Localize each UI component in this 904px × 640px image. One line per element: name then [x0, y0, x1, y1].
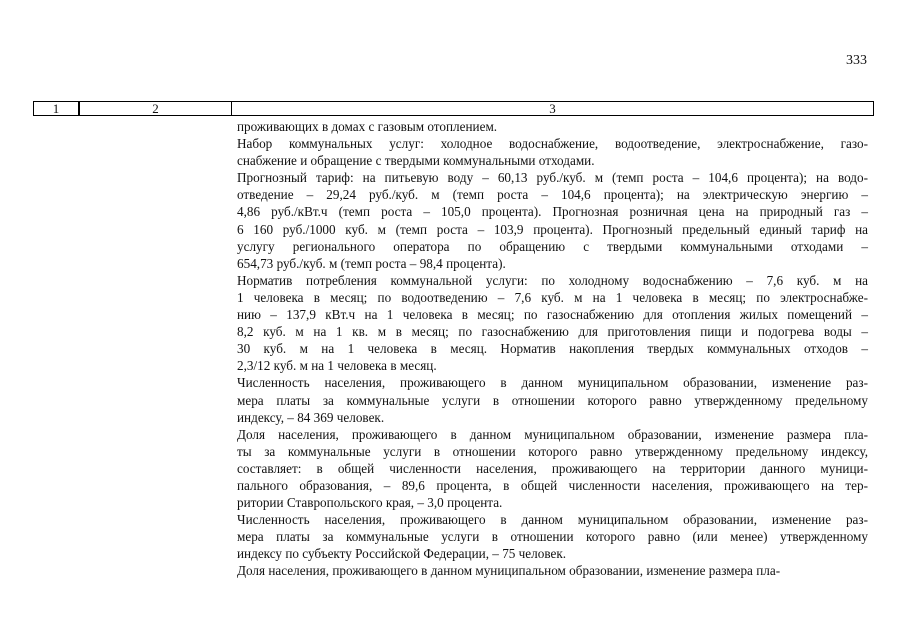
text-line: 654,73 руб./куб. м (темп роста – 98,4 процента). — [237, 255, 506, 271]
text-line: индексу по субъекту Российской Федерации, – 75 человек. — [237, 546, 567, 562]
text-line: Численность населения, проживающего в данном муниципальном образовании, изменение раз- — [237, 375, 868, 391]
document-body — [237, 118, 868, 580]
page-number: 333 — [846, 53, 867, 68]
text-line: отведение – 29,24 руб./куб. м (темп роста – 104,6 процента); на электрическую энергию – — [237, 187, 868, 203]
text-line: индексу, – 84 369 человек. — [237, 409, 385, 425]
paragraph — [237, 426, 868, 511]
text-line: Численность населения, проживающего в данном муниципальном образовании, изменение раз- — [237, 512, 868, 528]
text-line: ты за коммунальные услуги в отношении которого равно утвержденному предельному индексу, — [237, 443, 868, 459]
text-line: ритории Ставропольского края, – 3,0 процента. — [237, 495, 503, 511]
paragraph — [237, 272, 868, 375]
column-header-1: 1 — [34, 102, 79, 115]
text-line: мера платы за коммунальные услуги в отношении которого равно (или менее) утвержденному — [237, 529, 868, 545]
paragraph — [237, 118, 868, 135]
text-line: 8,2 куб. м на 1 кв. м в месяц; по газоснабжению для приготовления пищи и подогрева воды – — [237, 324, 868, 340]
paragraph — [237, 374, 868, 425]
text-line: проживающих в домах с газовым отоплением. — [237, 119, 498, 134]
paragraph — [237, 511, 868, 562]
text-line: нию – 137,9 кВт.ч на 1 человека в месяц; по газоснабжению для отопления жилых помещений – — [237, 307, 868, 323]
text-line: 2,3/12 куб. м на 1 человека в месяц. — [237, 358, 437, 374]
text-line: 4,86 руб./кВт.ч (темп роста – 105,0 процента). Прогнозная розничная цена на природный газ – — [237, 204, 868, 220]
table-header-row — [33, 101, 874, 116]
column-header-2: 2 — [79, 102, 232, 115]
text-line: пального образования, – 89,6 процента, в общей численности населения, проживающего на тер- — [237, 477, 868, 493]
text-line: Прогнозный тариф: на питьевую воду – 60,13 руб./куб. м (темп роста – 104,6 процента); на водо- — [237, 170, 868, 186]
paragraph — [237, 135, 868, 169]
text-line: Доля населения, проживающего в данном муниципальном образовании, изменение размера пла- — [237, 426, 868, 442]
text-line: Доля населения, проживающего в данном муниципальном образовании, изменение размера пла- — [237, 563, 781, 579]
text-line: мера платы за коммунальные услуги в отношении которого равно утвержденному предельному — [237, 392, 868, 408]
text-line: снабжение и обращение с твердыми коммунальными отходами. — [237, 153, 595, 169]
text-line: Набор коммунальных услуг: холодное водоснабжение, водоотведение, электроснабжение, газо- — [237, 136, 868, 152]
text-line: 30 куб. м на 1 человека в месяц. Норматив накопления твердых коммунальных отходов – — [237, 341, 868, 357]
text-line: 6 160 руб./1000 куб. м (темп роста – 103,9 процента). Прогнозный предельный единый тариф на — [237, 221, 868, 237]
text-line: Норматив потребления коммунальной услуги: по холодному водоснабжению – 7,6 куб. м на — [237, 272, 868, 288]
paragraph — [237, 562, 868, 579]
text-line: составляет: в общей численности населения, проживающего на территории данного муници- — [237, 460, 868, 476]
column-header-3: 3 — [549, 101, 556, 116]
text-line: 1 человека в месяц; по водоотведению – 7,6 куб. м на 1 человека в месяц; по электроснабже- — [237, 289, 868, 305]
text-line: услугу регионального оператора по обращению с твердыми коммунальными отходами – — [237, 238, 868, 254]
paragraph — [237, 169, 868, 272]
